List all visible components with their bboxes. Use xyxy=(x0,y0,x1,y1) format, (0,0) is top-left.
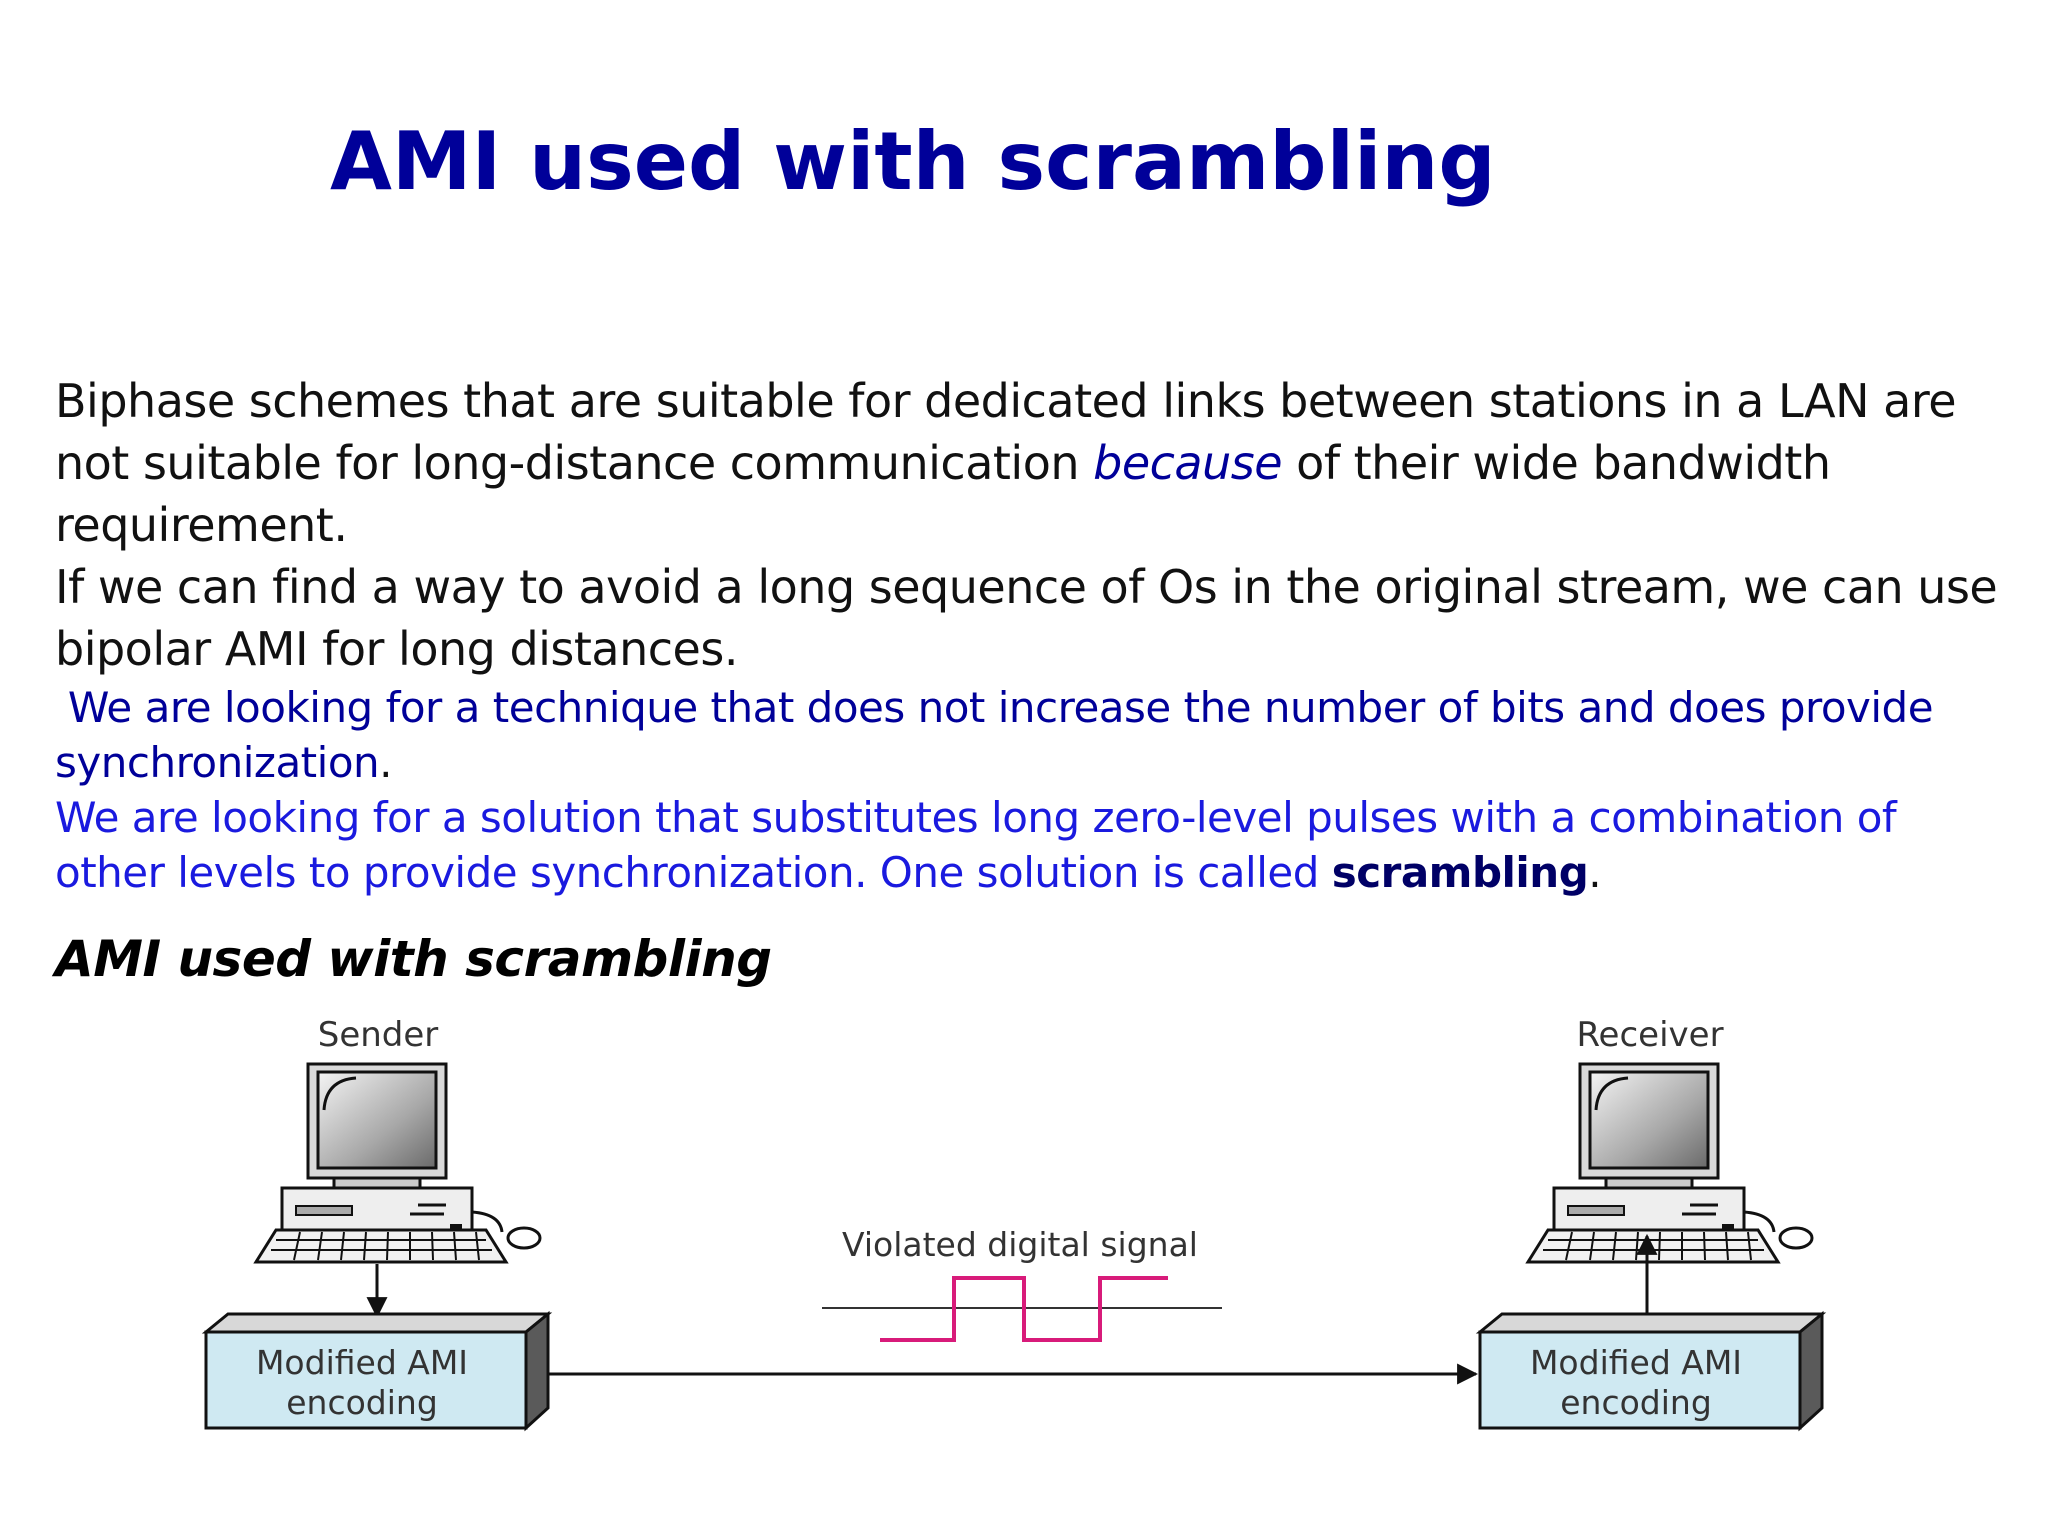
paragraph-long-sequence: If we can find a way to avoid a long sequence of Os in the original stream, we can use bipolar AMI for long distances. xyxy=(55,560,1998,676)
figure-title: AMI used with scrambling xyxy=(55,930,772,988)
sender-label: Sender xyxy=(317,1015,439,1055)
sender-box-line2: encoding xyxy=(286,1383,438,1422)
paragraph-solution-period: . xyxy=(1588,848,1602,897)
receiver-label: Receiver xyxy=(1576,1015,1724,1055)
sender-computer-icon xyxy=(256,1064,540,1262)
paragraph-biphase-text: Biphase schemes that are suitable for dedicated links between stations in a LAN are not suitable for long-distance communication xyxy=(55,374,1957,490)
receiver-box-line1: Modified AMI xyxy=(1529,1343,1743,1382)
receiver-box-line2: encoding xyxy=(1560,1383,1712,1422)
signal-label: Violated digital signal xyxy=(842,1225,1198,1264)
paragraph-technique-period: . xyxy=(379,738,392,787)
sender-box-line1: Modified AMI xyxy=(255,1343,469,1382)
paragraph-biphase-text-end: of their wide bandwidth requirement. xyxy=(55,436,1831,552)
paragraph-biphase-emphasis: because xyxy=(1093,436,1283,490)
paragraph-technique-text: We are looking for a technique that does not increase the number of bits and does provide synchronization xyxy=(55,683,1946,787)
paragraph-solution-keyword: scrambling xyxy=(1331,848,1589,897)
slide-title: AMI used with scrambling xyxy=(330,115,1496,208)
paragraph-solution-text: We are looking for a solution that substitutes long zero-level pulses with a combination of other levels to provide synchronization. One solution is called xyxy=(55,793,1897,897)
receiver-computer-icon xyxy=(1528,1064,1812,1262)
